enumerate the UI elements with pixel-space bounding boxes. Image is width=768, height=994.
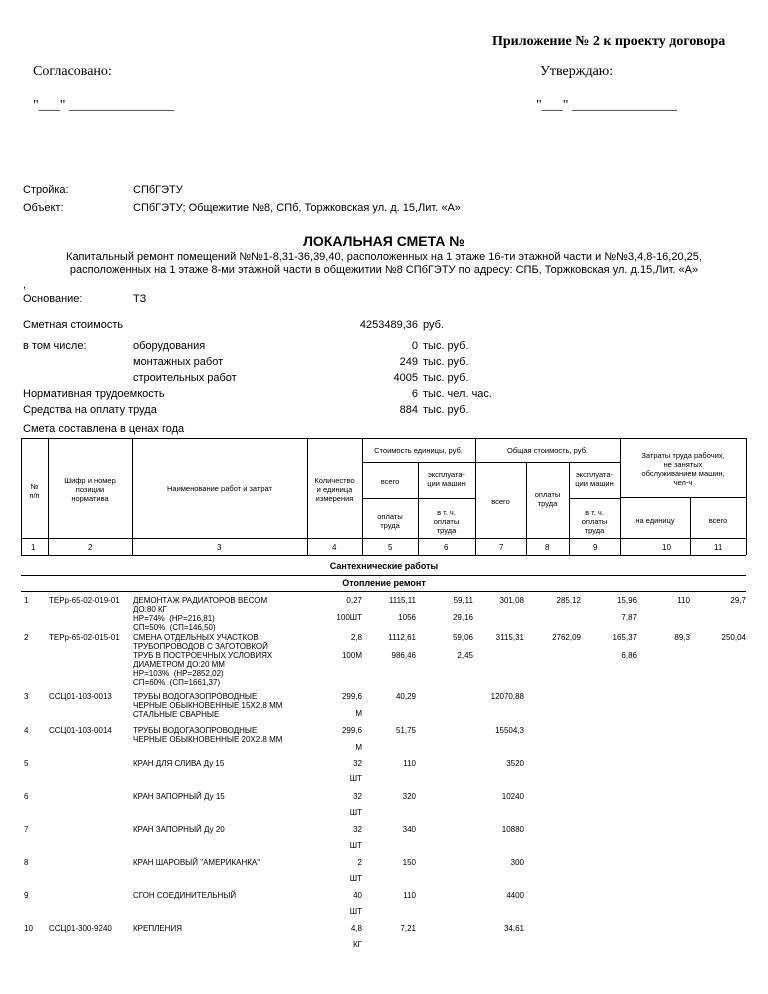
row-c7: 3115,31 bbox=[495, 633, 524, 642]
approved-label: Утверждаю: bbox=[540, 64, 614, 79]
total-cost-label: Сметная стоимость bbox=[23, 319, 124, 331]
row-name: СГОН СОЕДИНИТЕЛЬНЫЙ bbox=[133, 891, 237, 900]
row-c7: 300 bbox=[510, 858, 524, 867]
site-value: СПбГЭТУ bbox=[133, 184, 183, 196]
row-name: КРАН ДЛЯ СЛИВА Ду 15 bbox=[133, 759, 225, 768]
row-unit: 100ШТ bbox=[336, 613, 362, 622]
row-c5: 7,21 bbox=[400, 924, 416, 933]
row-name: ТРУБЫ ВОДОГАЗОПРОВОДНЫЕ ЧЕРНЫЕ ОБЫКНОВЕННЫЕ 15Х2.8 ММ СТАЛЬНЫЕ СВАРНЫЕ bbox=[133, 692, 283, 719]
row-name: КРАН ЗАПОРНЫЙ Ду 15 bbox=[133, 792, 225, 801]
document-title: ЛОКАЛЬНАЯ СМЕТА № bbox=[303, 233, 465, 249]
row-c7: 10240 bbox=[501, 792, 524, 801]
row-code: ТЕРр-65-02-019-01 bbox=[49, 596, 120, 605]
col-number: 8 bbox=[545, 543, 550, 552]
section-title: Сантехнические работы bbox=[329, 561, 439, 571]
row-c7: 34,61 bbox=[503, 924, 524, 933]
row-number: 9 bbox=[24, 891, 29, 900]
row-name: КРАН ЗАПОРНЫЙ Ду 20 bbox=[133, 825, 225, 834]
row-number: 4 bbox=[24, 726, 29, 735]
col-number: 6 bbox=[444, 543, 449, 552]
row-number: 5 bbox=[24, 759, 29, 768]
site-label: Стройка: bbox=[23, 184, 69, 196]
row-number: 1 bbox=[24, 596, 29, 605]
basis-label: Основание: bbox=[23, 293, 83, 305]
total-cost-value: 4253489,36 bbox=[359, 319, 418, 331]
appendix-title: Приложение № 2 к проекту договора bbox=[492, 34, 726, 49]
row-qty: 299,6 bbox=[341, 692, 362, 701]
col-num-header: № п/п bbox=[29, 482, 40, 500]
row-c9b: 6,86 bbox=[621, 651, 637, 660]
row-c10: 89,3 bbox=[674, 633, 690, 642]
unit-machine-header: эксплуата- ции машин bbox=[427, 470, 466, 488]
unit-cost-header: Стоимость единицы, руб. bbox=[374, 446, 463, 455]
total-cost-unit: руб. bbox=[423, 319, 444, 331]
description-line-1: Капитальный ремонт помещений №№1-8,31-36,39,40, расположенных на 1 этаже 16-ти этажной части и №№3,4,8-16,20,25, bbox=[66, 251, 702, 263]
unit-wage-header: оплаты труда bbox=[377, 512, 403, 530]
row-c7: 4400 bbox=[506, 891, 524, 900]
unit-all-header: всего bbox=[380, 477, 400, 486]
row-qty: 0,27 bbox=[346, 596, 362, 605]
row-c5: 110 bbox=[403, 759, 416, 768]
wage-unit: тыс. руб. bbox=[423, 404, 469, 416]
object-label: Объект: bbox=[23, 202, 64, 214]
total-wage-header: оплаты труда bbox=[534, 490, 561, 508]
col-number: 5 bbox=[388, 543, 393, 552]
row-code: ССЦ01-103-0013 bbox=[49, 692, 112, 701]
row-c5: 150 bbox=[402, 858, 416, 867]
row-unit: ШТ bbox=[349, 874, 362, 883]
col-name-header: Наименование работ и затрат bbox=[166, 484, 272, 493]
labor-all-header: всего bbox=[708, 516, 728, 525]
stray-comma: , bbox=[23, 279, 27, 291]
row-c5: 40,29 bbox=[395, 692, 416, 701]
row-c7: 301,08 bbox=[499, 596, 524, 605]
total-incl-wage-header: в т. ч. оплаты труда bbox=[581, 508, 608, 535]
row-c7: 15504,3 bbox=[495, 726, 524, 735]
col-number: 9 bbox=[593, 543, 598, 552]
row-name: КРАН ШАРОВЫЙ "АМЕРИКАНКА" bbox=[133, 858, 261, 867]
total-machine-header: эксплуата- ции машин bbox=[575, 470, 614, 488]
row-unit: М bbox=[355, 709, 362, 718]
signature-line-right: "___" _______________ bbox=[536, 98, 677, 113]
row-c7: 12070,88 bbox=[490, 692, 524, 701]
row-c5: 51,75 bbox=[395, 726, 416, 735]
row-c9: 165,37 bbox=[612, 633, 637, 642]
row-code: ССЦ01-300-9240 bbox=[49, 924, 112, 933]
col-number: 7 bbox=[499, 543, 504, 552]
col-qty-header: Количество и единица измерения bbox=[314, 476, 355, 503]
row-unit: ШТ bbox=[349, 808, 362, 817]
basis-value: ТЗ bbox=[133, 293, 147, 305]
row-c9b: 7,87 bbox=[621, 613, 637, 622]
row-name: ДЕМОНТАЖ РАДИАТОРОВ ВЕСОМ ДО:80 КГ НР=74% (НР=216,81) СП=50% (СП=146,50) bbox=[133, 596, 268, 632]
total-all-header: всего bbox=[491, 497, 510, 506]
col-number: 2 bbox=[88, 543, 93, 552]
col-number: 11 bbox=[714, 543, 723, 552]
row-number: 3 bbox=[24, 692, 29, 701]
labor-per-unit-header: на единицу bbox=[635, 516, 675, 525]
row-number: 7 bbox=[24, 825, 29, 834]
row-c7: 3520 bbox=[506, 759, 524, 768]
labor-unit: тыс. чел. час. bbox=[423, 388, 492, 400]
row-c11: 250,04 bbox=[721, 633, 746, 642]
cost-row-value: 0 bbox=[411, 340, 418, 352]
row-name: ТРУБЫ ВОДОГАЗОПРОВОДНЫЕ ЧЕРНЫЕ ОБЫКНОВЕННЫЕ 20Х2.8 ММ bbox=[133, 726, 283, 744]
row-qty: 2,8 bbox=[350, 633, 362, 642]
signature-line-left: "___" _______________ bbox=[33, 98, 174, 113]
object-value: СПбГЭТУ; Общежитие №8, СПб, Торжковская ул. д. 15,Лит. «А» bbox=[133, 202, 461, 214]
col-number: 1 bbox=[31, 543, 36, 552]
cost-row-label: строительных работ bbox=[133, 372, 237, 384]
labor-header: Затраты труда рабочих, не занятых обслуживанием машин, чел-ч bbox=[641, 451, 725, 487]
row-qty: 32 bbox=[353, 759, 362, 768]
cost-row-unit: тыс. руб. bbox=[423, 372, 469, 384]
row-unit: КГ bbox=[353, 940, 362, 949]
row-c9: 15,96 bbox=[616, 596, 637, 605]
row-qty: 32 bbox=[353, 792, 362, 801]
row-number: 6 bbox=[24, 792, 29, 801]
cost-row-unit: тыс. руб. bbox=[423, 356, 469, 368]
cost-row-value: 4005 bbox=[393, 372, 418, 384]
row-qty: 299,6 bbox=[341, 726, 362, 735]
row-c6b: 29,16 bbox=[452, 613, 473, 622]
row-qty: 40 bbox=[353, 891, 362, 900]
cost-row-label: монтажных работ bbox=[133, 356, 224, 368]
cost-row-label: оборудования bbox=[133, 340, 206, 352]
prices-label: Смета составлена в ценах года bbox=[23, 423, 185, 435]
row-c8: 2762,09 bbox=[552, 633, 581, 642]
cost-row-value: 249 bbox=[399, 356, 418, 368]
labor-value: 6 bbox=[411, 388, 418, 400]
row-c8: 285,12 bbox=[556, 596, 581, 605]
row-code: ТЕРр-65-02-015-01 bbox=[49, 633, 120, 642]
row-number: 10 bbox=[24, 924, 33, 933]
row-c5: 1115,11 bbox=[388, 596, 416, 605]
wage-value: 884 bbox=[399, 404, 418, 416]
unit-incl-wage-header: в т. ч. оплаты труда bbox=[433, 508, 460, 535]
row-code: ССЦ01-103-0014 bbox=[49, 726, 112, 735]
subsection-title: Отопление ремонт bbox=[342, 578, 426, 588]
agreed-label: Согласовано: bbox=[33, 64, 112, 79]
row-unit: М bbox=[355, 743, 362, 752]
row-c5: 110 bbox=[403, 891, 416, 900]
row-unit: 100М bbox=[341, 651, 362, 660]
row-c5b: 1056 bbox=[398, 613, 416, 622]
row-c6b: 2,45 bbox=[457, 651, 473, 660]
col-number: 10 bbox=[662, 543, 671, 552]
row-c5: 1112,61 bbox=[388, 633, 416, 642]
row-c10: 110 bbox=[677, 596, 690, 605]
row-unit: ШТ bbox=[349, 841, 362, 850]
row-c6: 59,11 bbox=[453, 596, 473, 605]
row-c7: 10880 bbox=[501, 825, 524, 834]
row-qty: 4,8 bbox=[350, 924, 362, 933]
row-c6: 59,06 bbox=[452, 633, 473, 642]
labor-label: Нормативная трудоемкость bbox=[23, 388, 165, 400]
row-number: 2 bbox=[24, 633, 29, 642]
col-number: 4 bbox=[332, 543, 337, 552]
row-name: СМЕНА ОТДЕЛЬНЫХ УЧАСТКОВ ТРУБОПРОВОДОВ С ЗАГОТОВКОЙ ТРУБ В ПОСТРОЕЧНЫХ УСЛОВИЯХ ДИАМЕТРОМ ДО:20 ММ НР=103% (НР=2852,02) СП=60% (СП=1661,37) bbox=[133, 633, 273, 687]
row-c5: 340 bbox=[402, 825, 416, 834]
row-qty: 2 bbox=[357, 858, 362, 867]
col-number: 3 bbox=[217, 543, 222, 552]
col-code-header: Шифр и номер позиции норматива bbox=[64, 476, 116, 503]
row-c5: 320 bbox=[402, 792, 416, 801]
row-c5b: 986,46 bbox=[391, 651, 416, 660]
row-unit: ШТ bbox=[349, 774, 362, 783]
row-c11: 29,7 bbox=[730, 596, 746, 605]
row-unit: ШТ bbox=[349, 907, 362, 916]
row-number: 8 bbox=[24, 858, 29, 867]
row-name: КРЕПЛЕНИЯ bbox=[133, 924, 182, 933]
description-line-2: расположенных на 1 этаже 8-ми этажной части в общежитии №8 СПбГЭТУ по адресу: СПБ, Торжковская ул. д.15,Лит. «А» bbox=[69, 264, 699, 276]
cost-row-unit: тыс. руб. bbox=[423, 340, 469, 352]
row-qty: 32 bbox=[353, 825, 362, 834]
wage-label: Средства на оплату труда bbox=[23, 404, 157, 416]
total-cost-header: Общая стоимость, руб. bbox=[507, 446, 588, 455]
including-label: в том числе: bbox=[23, 340, 87, 352]
